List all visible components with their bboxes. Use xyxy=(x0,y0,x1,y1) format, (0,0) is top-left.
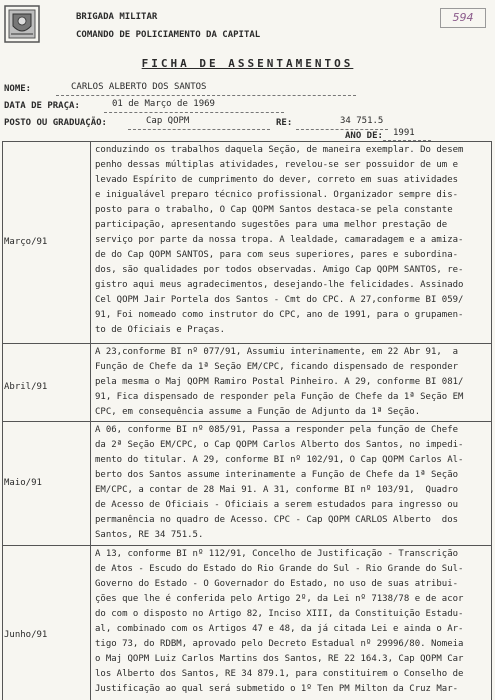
ano-value: 1991 xyxy=(393,128,415,138)
nome-label: NOME: xyxy=(4,84,32,94)
row-divider xyxy=(2,421,492,422)
entry-line: da 2ª Seção EM/CPC, o Cap QOPM Carlos Alberto dos Santos, no impedi- xyxy=(95,440,464,450)
entry-line: tigo 73, do RDBM, aprovado pelo Decreto Estadual nº 29996/80. Nomeia xyxy=(95,639,464,649)
entry-line: mento do titular. A 29, conforme BI nº 102/91, O Cap QOPM Carlos Al- xyxy=(95,455,464,465)
row-divider xyxy=(2,545,492,546)
entry-text xyxy=(95,345,490,420)
entry-line: de do Cap QOPM SANTOS, para com seus superiores, pares e subordina- xyxy=(95,250,459,260)
ano-label: ANO DE: xyxy=(345,131,383,141)
entry-line: permanência no quadro de Acesso. CPC - Cap QOPM CARLOS Alberto dos xyxy=(95,515,459,525)
entry-line: penho dessas múltiplas atividades, revelou-se ser possuidor de um e xyxy=(95,160,459,170)
data-praca-label: DATA DE PRAÇA: xyxy=(4,101,80,111)
posto-underline xyxy=(128,129,270,130)
posto-label: POSTO OU GRADUAÇÃO: xyxy=(4,118,107,128)
data-praca-underline xyxy=(104,112,284,113)
entry-month: Maio/91 xyxy=(4,478,42,488)
entry-line: berto dos Santos assume interinamente a Função de Chefe da 1ª Seção xyxy=(95,470,459,480)
entry-line: A 13, conforme BI nº 112/91, Concelho de Justificação - Transcrição xyxy=(95,549,459,559)
entry-month: Março/91 xyxy=(4,237,48,247)
entry-line: los Alberto dos Santos, RE 34 879.1, para constituirem o Conselho de xyxy=(95,669,464,679)
entry-line: 91, Fica dispensado de responder pela Função de Chefe da 1ª Seção EM xyxy=(95,392,464,402)
re-label: RE: xyxy=(276,118,293,128)
entry-line: o Maj QOPM Luiz Carlos Martins dos Santos, RE 22 164.3, Cap QOPM Car xyxy=(95,654,464,664)
entry-line: ções que lhe é conferida pelo Artigo 2º, da Lei nº 7138/78 e de acor xyxy=(95,594,464,604)
entry-line: posto para o trabalho, O Cap QOPM Santos destaca-se pela constante xyxy=(95,205,453,215)
entry-month: Abril/91 xyxy=(4,382,48,392)
entry-line: de Acesso de Oficiais - Oficiais a serem estudados para ingresso ou xyxy=(95,500,459,510)
entry-line: A 23,conforme BI nº 077/91, Assumiu interinamente, em 22 Abr 91, a xyxy=(95,347,459,357)
entry-line: Justificação ao qual será submetido o 1º Ten PM Milton da Cruz Mar- xyxy=(95,684,459,694)
entry-line: Cel QOPM Jair Portela dos Santos - Cmt do CPC. A 27,conforme BI 059/ xyxy=(95,295,464,305)
entry-line: levado Espírito de cumprimento do dever, correto em suas atividades xyxy=(95,175,459,185)
row-divider xyxy=(2,343,492,344)
org-name: BRIGADA MILITAR xyxy=(76,12,158,22)
entry-line: pela mesma o Maj QOPM Ramiro Postal Pinheiro. A 29, conforme BI 081/ xyxy=(95,377,464,387)
entry-line: al, combinado com os Artigos 47 e 48, da já citada Lei e ainda o Ar- xyxy=(95,624,464,634)
table-top-border xyxy=(2,141,492,142)
entry-line: conduzindo os trabalhos daquela Seção, de maneira exemplar. Do desem xyxy=(95,145,464,155)
data-praca-value: 01 de Março de 1969 xyxy=(112,99,215,109)
entry-text xyxy=(95,423,490,543)
nome-underline xyxy=(56,95,356,96)
entry-line: de Atos - Escudo do Estado do Rio Grande do Sul - Rio Grande do Sul- xyxy=(95,564,464,574)
entry-line: participação, apresentando sugestões para uma melhor prestação de xyxy=(95,220,448,230)
entry-line: Santos, RE 34 751.5. xyxy=(95,530,204,540)
entry-text xyxy=(95,143,490,338)
entry-line: e inigualável preparo técnico profissional. Organizador sempre dis- xyxy=(95,190,459,200)
entry-line: dos, são qualidades por todos observadas. Amigo Cap QOPM SANTOS, re- xyxy=(95,265,464,275)
entry-line: CPC, em consequência assume a Função de Adjunto da 1ª Seção. xyxy=(95,407,421,417)
crest-logo-icon xyxy=(3,4,41,44)
entry-month: Junho/91 xyxy=(4,630,48,640)
form-title: FICHA DE ASSENTAMENTOS xyxy=(141,57,354,70)
entry-line: do com o disposto no Artigo 82, Inciso XIII, da Constituição Estadu- xyxy=(95,609,464,619)
entry-line: gistro aqui meus agradecimentos, desejando-lhe felicidades. Assinado xyxy=(95,280,464,290)
posto-value: Cap QOPM xyxy=(146,116,190,126)
nome-value: CARLOS ALBERTO DOS SANTOS xyxy=(71,82,207,92)
page-number-stamp: 594 xyxy=(440,8,486,28)
entry-line: 91, Foi nomeado como instrutor do CPC, ano de 1991, para o grupamen- xyxy=(95,310,464,320)
entry-text xyxy=(95,547,490,697)
entry-line: serviço por parte da nossa tropa. A lealdade, camaradagem e a amiza- xyxy=(95,235,464,245)
entry-line: Função de Chefe da 1ª Seção EM/CPC, ficando dispensado de responder xyxy=(95,362,459,372)
entry-line: EM/CPC, a contar de 28 Mai 91. A 31, conforme BI nº 103/91, Quadro xyxy=(95,485,459,495)
entry-line: to de Oficiais e Praças. xyxy=(95,325,226,335)
re-underline xyxy=(296,129,388,130)
re-value: 34 751.5 xyxy=(340,116,384,126)
entry-line: Governo do Estado - O Governador do Estado, no uso de suas atribui- xyxy=(95,579,459,589)
org-subdivision: COMANDO DE POLICIAMENTO DA CAPITAL xyxy=(76,30,261,40)
entry-line: A 06, conforme BI nº 085/91, Passa a responder pela função de Chefe xyxy=(95,425,459,435)
